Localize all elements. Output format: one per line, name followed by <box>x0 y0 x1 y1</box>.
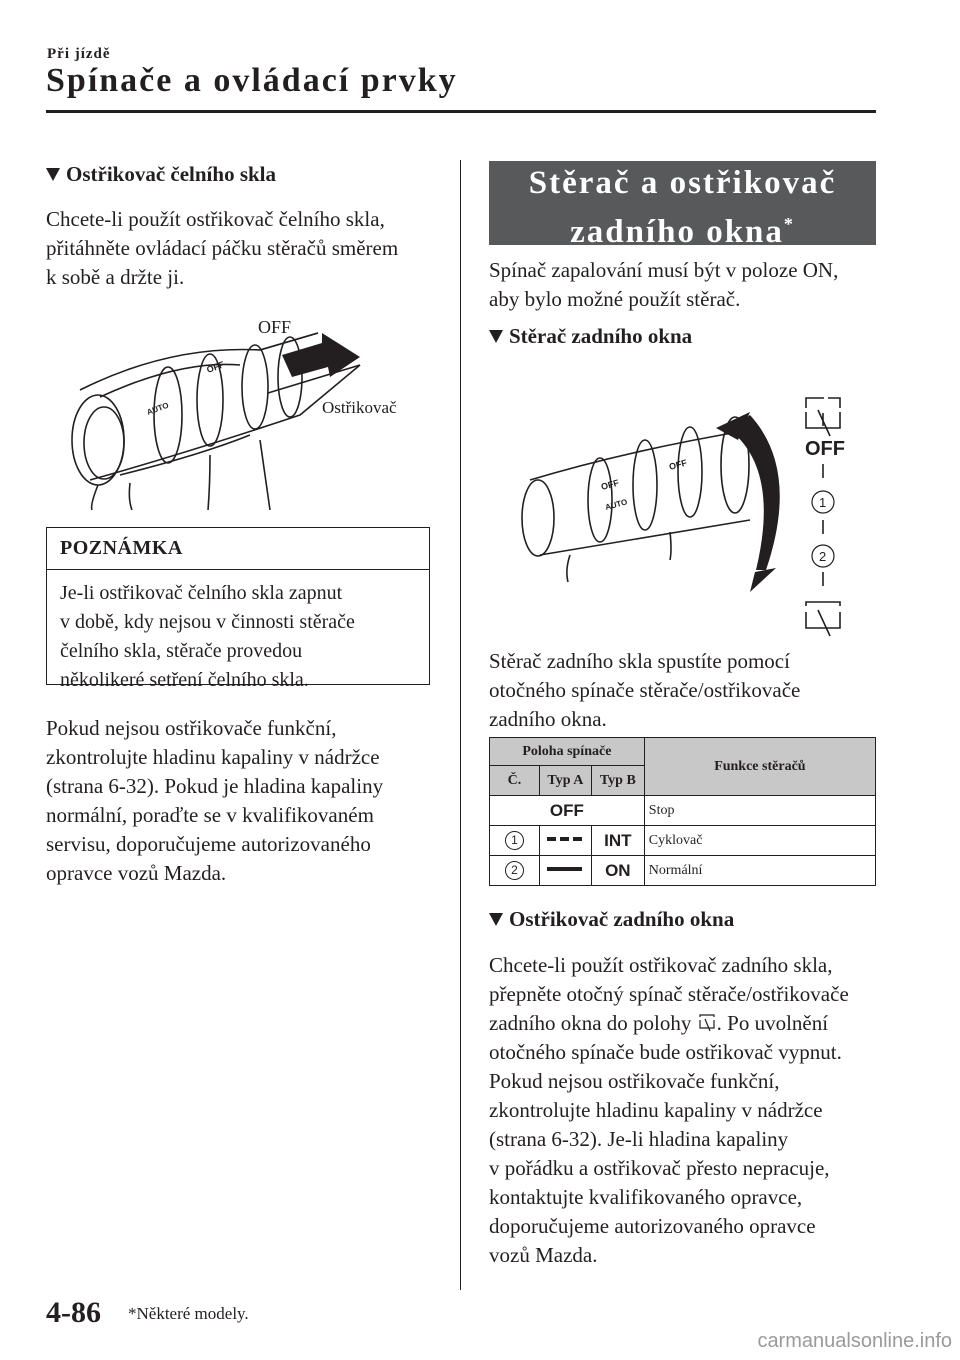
th-function: Funkce stěračů <box>644 738 875 796</box>
rear-wiper-heading <box>489 324 692 349</box>
label-washer: Ostřikovač <box>322 398 397 417</box>
th-type-b: Typ B <box>591 766 644 796</box>
footnote: *Některé modely. <box>128 1304 249 1323</box>
text-line: Chcete-li použít ostřikovač čelního skla, <box>46 207 385 231</box>
text-line: přitáhněte ovládací páčku stěračů směrem <box>46 236 399 260</box>
note-box <box>46 527 430 691</box>
note-body <box>47 570 429 704</box>
text-line: Stěrač zadního skla spustíte pomocí <box>489 649 790 673</box>
cell-function: Cyklovač <box>644 826 875 856</box>
rear-washer-paragraph <box>489 951 849 1270</box>
knob-off-label: OFF <box>205 359 226 375</box>
text-line: zkontrolujte hladinu kapaliny v nádržce <box>46 745 380 769</box>
note-line: v době, kdy nejsou v činnosti stěrače <box>60 611 355 633</box>
switch-position-table <box>489 737 876 886</box>
intermittent-dash-icon <box>545 834 585 844</box>
wiper-lever-washer-illustration <box>60 305 440 510</box>
text-line: zadního okna. <box>489 707 607 731</box>
table-row <box>490 796 876 826</box>
text-line: doporučujeme autorizovaného opravce <box>489 1214 816 1238</box>
rear-wiper-heading-text: Stěrač zadního okna <box>509 324 693 348</box>
header-rule <box>46 110 876 113</box>
column-divider <box>460 160 461 1290</box>
page-title: Spínače a ovládací prvky <box>46 62 458 99</box>
text-line: Pokud nejsou ostřikovače funkční, <box>489 1069 780 1093</box>
text-line: aby bylo možné použít stěrač. <box>489 287 741 311</box>
th-position: Poloha spínače <box>490 738 645 766</box>
text-line: servisu, doporučujeme autorizovaného <box>46 832 371 856</box>
page-number: 4-86 <box>46 1296 101 1329</box>
triangle-bullet-icon <box>489 913 503 926</box>
label-off: OFF <box>258 317 292 337</box>
rear-washer-heading-text: Ostřikovač zadního okna <box>509 907 735 931</box>
rear-wiper-switch-illustration <box>510 360 880 640</box>
continuous-line-icon <box>545 864 585 874</box>
rear-wiper-paragraph <box>489 647 800 734</box>
text-line: normální, poraďte se v kvalifikovaném <box>46 803 374 827</box>
table-row <box>490 856 876 886</box>
text-line: Pokud nejsou ostřikovače funkční, <box>46 716 337 740</box>
cell-function: Normální <box>644 856 875 886</box>
th-no: Č. <box>490 766 540 796</box>
text-line: zkontrolujte hladinu kapaliny v nádržce <box>489 1098 823 1122</box>
triangle-bullet-icon <box>46 168 60 181</box>
ignition-paragraph <box>489 256 838 314</box>
section-banner <box>489 161 876 250</box>
knob-off-label: OFF <box>667 457 688 472</box>
cell-type-b: INT <box>591 826 644 856</box>
rear-washer-heading <box>489 907 734 932</box>
washer-paragraph <box>46 205 398 292</box>
note-line: několikeré setření čelního skla. <box>60 669 309 691</box>
text-line: vozů Mazda. <box>489 1243 598 1267</box>
text-line: Spínač zapalování musí být v poloze ON, <box>489 258 839 282</box>
text-line: k sobě a držte ji. <box>46 265 185 289</box>
watermark: carmanualsonline.info <box>757 1330 952 1352</box>
note-line: Je-li ostřikovač čelního skla zapnut <box>60 582 343 604</box>
text-line: zadního okna do polohy . Po uvolnění <box>489 1011 829 1035</box>
text-line: v pořádku a ostřikovač přesto nepracuje, <box>489 1156 830 1180</box>
text-line: otočného spínače stěrače/ostřikovače <box>489 678 801 702</box>
off-position: OFF <box>805 438 845 460</box>
cell-type-a <box>539 856 591 886</box>
knob-auto-label: AUTO <box>604 497 629 512</box>
table-row <box>490 826 876 856</box>
text-line: Chcete-li použít ostřikovač zadního skla, <box>489 953 833 977</box>
cell-function: Stop <box>644 796 875 826</box>
text-line: otočného spínače bude ostřikovač vypnut. <box>489 1040 842 1064</box>
triangle-bullet-icon <box>489 330 503 343</box>
text-line: opravce vozů Mazda. <box>46 861 227 885</box>
cell-type-b: ON <box>591 856 644 886</box>
note-title: POZNÁMKA <box>47 528 429 570</box>
cell-position: OFF <box>490 796 645 826</box>
footnote-mark: * <box>783 214 795 234</box>
rear-washer-icon <box>697 1012 717 1032</box>
position-2: 2 <box>819 549 827 564</box>
text-line: přepněte otočný spínač stěrače/ostřikovače <box>489 982 849 1006</box>
cell-no: 1 <box>490 826 540 856</box>
th-type-a: Typ A <box>539 766 591 796</box>
banner-line2: zadního okna <box>570 214 784 250</box>
cell-type-a <box>539 826 591 856</box>
washer-heading <box>46 162 276 187</box>
text-line: (strana 6-32). Je-li hladina kapaliny <box>489 1127 789 1151</box>
knob-auto-label: AUTO <box>145 400 170 417</box>
position-1: 1 <box>819 495 827 510</box>
note-line: čelního skla, stěrače provedou <box>60 640 303 662</box>
banner-line1: Stěrač a ostřikovač <box>528 165 837 201</box>
washer-heading-text: Ostřikovač čelního skla <box>66 162 277 186</box>
knob-off-label: OFF <box>599 477 620 492</box>
text-line: kontaktujte kvalifikovaného opravce, <box>489 1185 803 1209</box>
cell-no: 2 <box>490 856 540 886</box>
check-paragraph <box>46 714 383 888</box>
text-line: (strana 6-32). Pokud je hladina kapaliny <box>46 774 384 798</box>
section-label: Při jízdě <box>47 46 111 62</box>
